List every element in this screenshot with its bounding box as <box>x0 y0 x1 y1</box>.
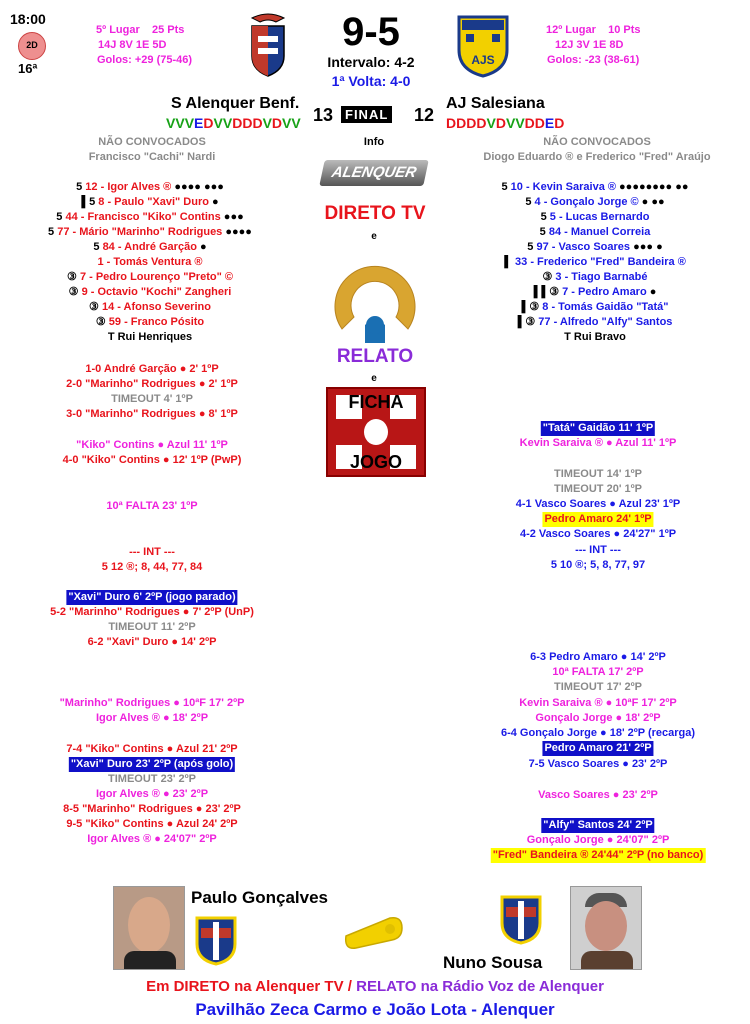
event-line: "Fred" Bandeira ® 24'44" 2ºP (no banco) <box>492 849 704 861</box>
form-result: D <box>495 115 506 131</box>
event-line: Pedro Amaro 24' 1ºP <box>544 513 652 525</box>
roster-player: Rui Bravo <box>573 331 626 343</box>
roster-player: 12 - Igor Alves ® <box>85 181 172 193</box>
form-result: V <box>282 115 292 131</box>
away-shirt-count: 12 <box>414 105 435 125</box>
form-result: V <box>515 115 525 131</box>
event-line: TIMEOUT 11' 2ºP <box>108 621 196 633</box>
referee-2-name: Nuno Sousa <box>443 953 543 972</box>
event-line: 6-3 Pedro Amaro ● 14' 2ºP <box>530 651 666 663</box>
roster-player: 77 - Mário "Marinho" Rodrigues <box>57 226 223 238</box>
form-result: D <box>271 115 283 131</box>
roster-player: 9 - Octavio "Kochi" Zangheri <box>81 286 232 298</box>
event-line: "Tatá" Gaidão 11' 1ºP <box>542 422 654 434</box>
roster-player: 14 - Afonso Severino <box>101 301 211 313</box>
event-line: 7-4 "Kiko" Contins ● Azul 21' 2ºP <box>66 743 238 755</box>
event-line: Igor Alves ® ● 18' 2ºP <box>95 712 209 724</box>
division-badge-text: 2D <box>26 40 38 50</box>
roster-cards: ●●●● <box>222 226 252 238</box>
form-result: D <box>466 115 477 131</box>
event-line: 10ª FALTA 17' 2ºP <box>552 666 644 678</box>
roster-player: 3 - Tiago Barnabé <box>555 271 648 283</box>
form-result: V <box>175 115 185 131</box>
home-not-called-label: NÃO CONVOCADOS <box>98 136 206 148</box>
referee-1-name: Paulo Gonçalves <box>191 888 328 907</box>
roster-cards: ● ●● <box>638 196 665 208</box>
roster-player: 97 - Vasco Soares <box>536 241 631 253</box>
roster-prefix: ▌③ <box>517 316 539 328</box>
venue: Pavilhão Zeca Carmo e João Lota - Alenquer <box>195 1000 555 1019</box>
roster-player: 4 - Gonçalo Jorge © <box>534 196 639 208</box>
event-line: Kevin Saraiva ® ● Azul 11' 1ºP <box>519 437 677 449</box>
event-line: TIMEOUT 23' 2ºP <box>108 773 196 785</box>
form-result: V <box>222 115 233 131</box>
home-events <box>0 0 300 880</box>
away-events <box>445 0 750 880</box>
event-line: Gonçalo Jorge ● 24'07" 2ºP <box>526 834 670 846</box>
away-not-called: Diogo Eduardo ® e Frederico "Fred" Araújo <box>483 151 711 163</box>
form-result: E <box>194 115 204 131</box>
roster-player: 84 - Manuel Correia <box>548 226 651 238</box>
event-line: 5 10 ®; 5, 8, 77, 97 <box>550 559 646 571</box>
event-line: TIMEOUT 20' 1ºP <box>554 483 642 495</box>
alenquer-tv-logo[interactable] <box>319 160 429 207</box>
form-result: D <box>232 115 243 131</box>
event-line: Igor Alves ® ● 24'07" 2ºP <box>87 833 217 845</box>
roster-cards: ●●● <box>220 211 244 223</box>
event-line: "Marinho" Rodrigues ● 10ªF 17' 2ºP <box>59 697 245 709</box>
event-line: 6-2 "Xavi" Duro ● 14' 2ºP <box>87 636 217 648</box>
event-line: Igor Alves ® ● 23' 2ºP <box>95 788 209 800</box>
event-line: 1-0 André Garção ● 2' 1ºP <box>85 363 219 375</box>
roster-prefix: 5 <box>540 211 550 223</box>
roster-player: 77 - Alfredo "Alfy" Santos <box>538 316 673 328</box>
away-team-name: AJ Salesiana <box>446 95 545 112</box>
radio-horseshoe-icon <box>322 245 428 345</box>
final-status-badge <box>341 106 392 123</box>
away-not-called-label: NÃO CONVOCADOS <box>543 136 651 148</box>
roster-prefix: ③ <box>95 316 109 328</box>
event-line: 5 12 ®; 8, 44, 77, 84 <box>101 561 203 573</box>
event-line: TIMEOUT 4' 1ºP <box>111 393 193 405</box>
broadcast-line: Em DIRETO na Alenquer TV / RELATO na Rádio Voz de Alenquer <box>146 978 604 995</box>
form-result: D <box>242 115 253 131</box>
roster-player: 10 - Kevin Saraiva ® <box>510 181 616 193</box>
roster-prefix: 5 <box>527 241 537 253</box>
ficha-top-text: FICHA <box>348 392 404 412</box>
roster-prefix: ▌③ <box>521 301 543 313</box>
form-result: D <box>476 115 487 131</box>
roster-prefix: 5 <box>501 181 511 193</box>
form-result: V <box>184 115 195 131</box>
roster-prefix: ▌5 <box>81 196 99 208</box>
form-result: D <box>524 115 535 131</box>
away-position: 12º Lugar 10 Pts <box>546 24 641 36</box>
roster-prefix: ③ <box>542 271 556 283</box>
event-line: "Kiko" Contins ● Azul 11' 1ºP <box>76 439 228 451</box>
roster-player: 59 - Franco Pósito <box>108 316 205 328</box>
form-result: D <box>534 115 545 131</box>
roster-player: 8 - Tomás Gaidão "Tatá" <box>542 301 669 313</box>
form-result: D <box>554 115 565 131</box>
roster-prefix: 5 <box>525 196 535 208</box>
form-result: E <box>544 115 555 131</box>
roster-cards: ●●●● ●●● <box>171 181 224 193</box>
referee-2-crest-icon <box>498 893 544 945</box>
form-result: D <box>252 115 263 131</box>
roster-prefix: ▌ <box>504 256 516 268</box>
broadcast-relato[interactable]: RELATO na Rádio Voz de Alenquer <box>356 978 604 995</box>
roster-prefix: ▌▌③ <box>533 286 563 298</box>
event-line: --- INT --- <box>575 544 621 556</box>
roster-prefix: T <box>107 331 118 343</box>
match-time: 18:00 <box>10 11 46 27</box>
roster-player: 8 - Paulo "Xavi" Duro <box>98 196 209 208</box>
roster-player: 5 - Lucas Bernardo <box>549 211 650 223</box>
event-line: 8-5 "Marinho" Rodrigues ● 23' 2ºP <box>63 803 241 815</box>
form-result: D <box>446 115 457 131</box>
event-line: 4-2 Vasco Soares ● 24'27" 1ºP <box>519 528 677 540</box>
home-not-called: Francisco "Cachi" Nardi <box>88 151 216 163</box>
event-line: 4-1 Vasco Soares ● Azul 23' 1ºP <box>515 498 681 510</box>
event-line: Kevin Saraiva ® ● 10ªF 17' 2ºP <box>519 697 677 709</box>
home-position: 5º Lugar 25 Pts <box>96 24 185 36</box>
direto-tv-link[interactable]: DIRETO TV <box>324 203 426 224</box>
home-team-name: S Alenquer Benf. <box>171 95 300 112</box>
event-line: Vasco Soares ● 23' 2ºP <box>538 789 658 801</box>
first-leg-score: 1ª Volta: 4-0 <box>331 73 411 89</box>
whistle-icon <box>340 912 406 952</box>
final-status-text: FINAL <box>345 107 389 122</box>
broadcast-direto[interactable]: Em DIRETO na Alenquer TV <box>146 978 344 995</box>
event-line: TIMEOUT 14' 1ºP <box>554 468 642 480</box>
form-result: D <box>203 115 214 131</box>
form-result: V <box>291 115 301 131</box>
round-number: 16ª <box>18 61 38 76</box>
roster-cards: ●●●●●●●● ●● <box>615 181 689 193</box>
home-record: 14J 8V 1E 5D <box>98 39 167 51</box>
form-result: V <box>166 115 176 131</box>
away-record: 12J 3V 1E 8D <box>555 39 624 51</box>
form-result: V <box>262 115 272 131</box>
and-separator-2: e <box>371 373 377 384</box>
info-label[interactable]: Info <box>363 136 385 148</box>
event-line: "Alfy" Santos 24' 2ºP <box>543 819 653 831</box>
roster-player: 33 - Frederico "Fred" Bandeira ® <box>515 256 686 268</box>
event-line: 7-5 Vasco Soares ● 23' 2ºP <box>528 758 668 770</box>
roster-prefix: 5 <box>539 226 549 238</box>
ficha-bottom-text: JOGO <box>349 452 402 472</box>
event-line: --- INT --- <box>129 546 175 558</box>
roster-prefix: ③ <box>89 301 102 313</box>
roster-player: Rui Henriques <box>117 331 193 343</box>
roster-prefix: T <box>564 331 574 343</box>
event-line: TIMEOUT 17' 2ºP <box>554 681 642 693</box>
form-result: V <box>505 115 516 131</box>
referee-1-crest-icon <box>193 914 239 966</box>
event-line: 6-4 Gonçalo Jorge ● 18' 2ºP (recarga) <box>500 727 696 739</box>
home-shirt-count: 13 <box>313 105 334 125</box>
roster-cards: ● <box>646 286 657 298</box>
form-result: D <box>456 115 467 131</box>
roster-prefix: 5 <box>76 181 86 193</box>
roster-player: 84 - André Garção <box>102 241 197 253</box>
relato-link[interactable]: RELATO <box>336 346 414 367</box>
roster-cards: ●●● ● <box>630 241 663 253</box>
roster-player: 7 - Pedro Amaro <box>562 286 647 298</box>
and-separator-1: e <box>371 231 377 242</box>
referee-2-photo <box>570 886 642 970</box>
roster-prefix: ③ <box>67 271 80 283</box>
roster-prefix: 5 <box>48 226 58 238</box>
svg-text:AJS: AJS <box>471 53 495 67</box>
roster-prefix: 5 <box>56 211 66 223</box>
form-result: V <box>213 115 223 131</box>
roster-prefix: ③ <box>68 286 82 298</box>
home-goals: Golos: +29 (75-46) <box>97 54 193 66</box>
event-line: 9-5 "Kiko" Contins ● Azul 24' 2ºP <box>66 818 238 830</box>
alenquer-tv-logo-text: ALENQUER TV <box>330 164 418 207</box>
roster-prefix: 5 <box>93 241 103 253</box>
event-line: Gonçalo Jorge ● 18' 2ºP <box>535 712 661 724</box>
event-line: 3-0 "Marinho" Rodrigues ● 8' 1ºP <box>66 408 238 420</box>
event-line: 2-0 "Marinho" Rodrigues ● 2' 1ºP <box>66 378 238 390</box>
event-line: 4-0 "Kiko" Contins ● 12' 1ºP (PwP) <box>62 454 242 466</box>
event-line: "Xavi" Duro 23' 2ºP (após golo) <box>70 758 234 770</box>
event-line: 5-2 "Marinho" Rodrigues ● 7' 2ºP (UnP) <box>50 606 254 618</box>
roster-player: 44 - Francisco "Kiko" Contins <box>65 211 221 223</box>
event-line: "Xavi" Duro 6' 2ºP (jogo parado) <box>68 591 236 603</box>
roster-player: 7 - Pedro Lourenço "Preto" © <box>79 271 233 283</box>
roster-player: 1 - Tomás Ventura ® <box>97 256 203 268</box>
roster-cards: ● <box>196 241 207 253</box>
ficha-jogo-logo[interactable] <box>326 387 426 477</box>
halftime-score: Intervalo: 4-2 <box>327 54 415 70</box>
away-goals: Golos: -23 (38-61) <box>547 54 640 66</box>
event-line: Pedro Amaro 21' 2ºP <box>544 742 652 754</box>
form-result: V <box>486 115 496 131</box>
final-score: 9-5 <box>342 10 400 54</box>
roster-cards: ● <box>208 196 219 208</box>
event-line: 10ª FALTA 23' 1ºP <box>106 500 198 512</box>
referee-1-photo <box>113 886 185 970</box>
